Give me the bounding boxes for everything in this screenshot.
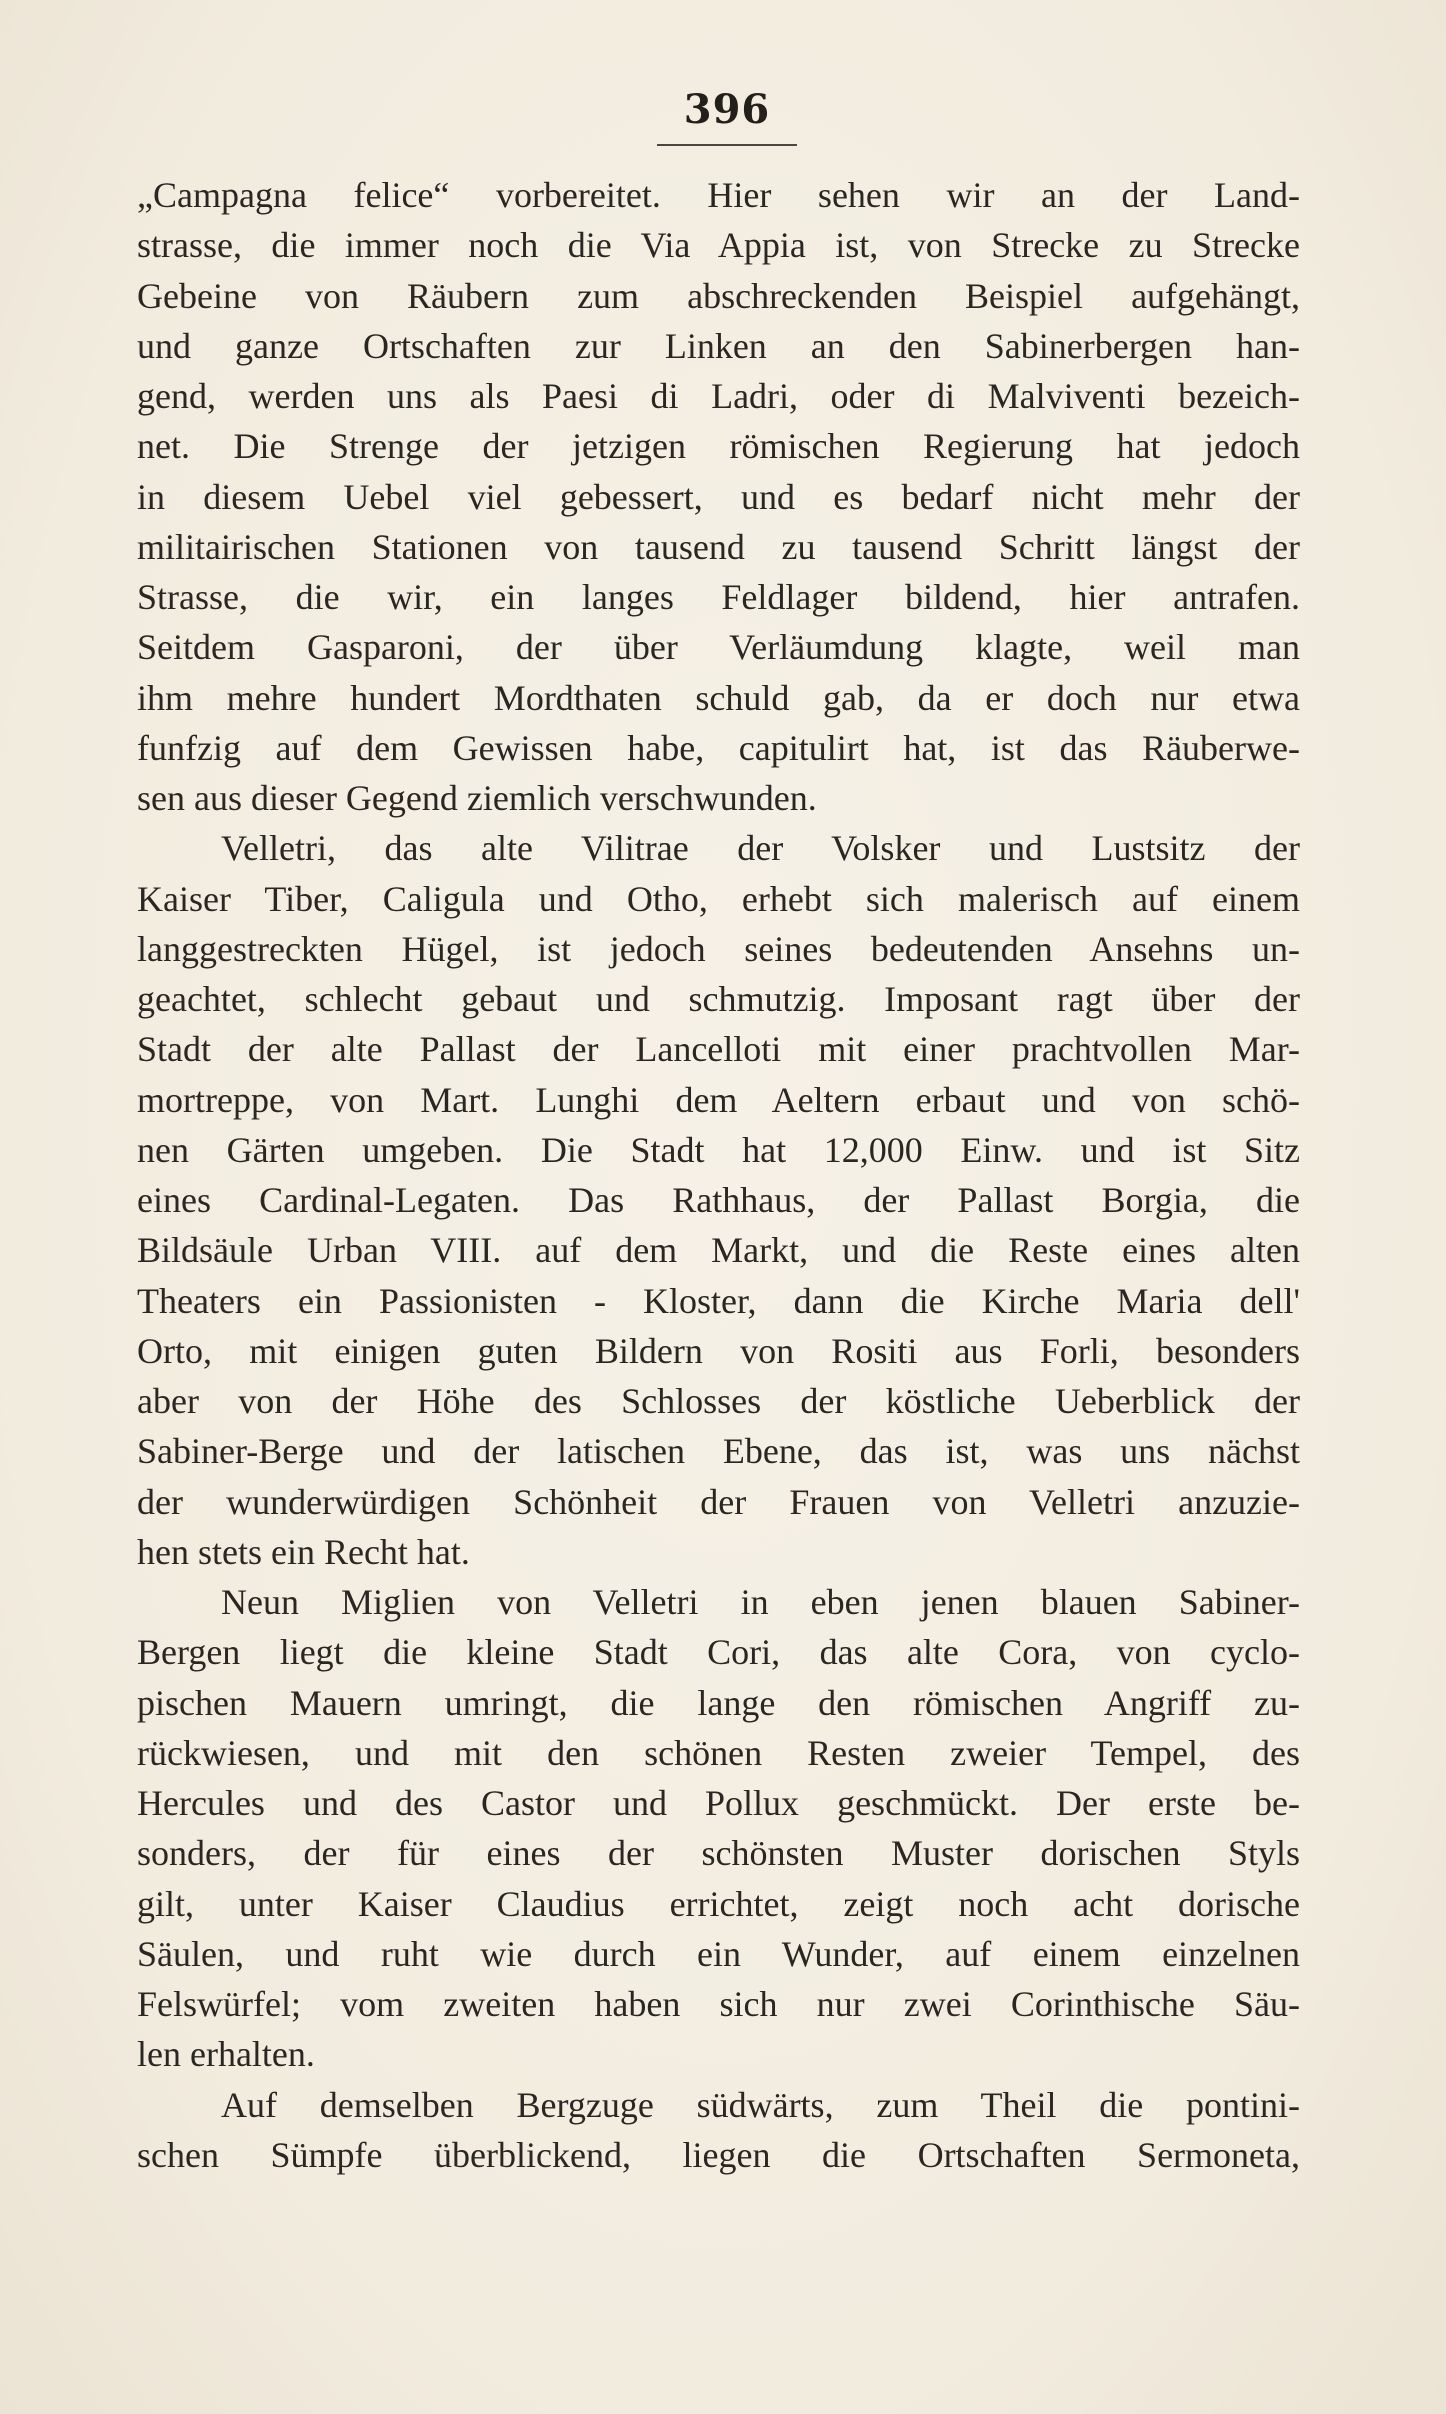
text-line: Hercules und des Castor und Pollux geschmückt. Der erste be- (137, 1783, 1300, 1823)
page-number: 396 (683, 86, 771, 133)
text-line: in diesem Uebel viel gebessert, und es bedarf nicht mehr der (137, 476, 1300, 517)
paragraph-3 (137, 1577, 1300, 2080)
text-line: Gebeine von Räubern zum abschreckenden Beispiel aufgehängt, (137, 275, 1300, 316)
text-line: und ganze Ortschaften zur Linken an den Sabinerbergen han- (137, 325, 1300, 366)
text-line: Orto, mit einigen guten Bildern von Rositi aus Forli, besonders (137, 1330, 1300, 1371)
text-line: schen Sümpfe überblickend, liegen die Ortschaften Sermoneta, (137, 2134, 1300, 2175)
text-line: Seitdem Gasparoni, der über Verläumdung klagte, weil man (137, 627, 1300, 668)
header-rule (657, 144, 797, 146)
text-line: Kaiser Tiber, Caligula und Otho, erhebt sich malerisch auf einem (137, 878, 1300, 919)
text-line: funfzig auf dem Gewissen habe, capitulirt hat, ist das Räuberwe- (137, 727, 1300, 768)
text-line: eines Cardinal-Legaten. Das Rathhaus, der Pallast Borgia, die (137, 1180, 1300, 1220)
text-line: net. Die Strenge der jetzigen römischen Regierung hat jedoch (137, 426, 1300, 467)
text-line: Bergen liegt die kleine Stadt Cori, das alte Cora, von cyclo- (137, 1632, 1300, 1673)
text-line: hen stets ein Recht hat. (137, 1531, 470, 1572)
text-line: Theaters ein Passionisten - Kloster, dann die Kirche Maria dell' (137, 1280, 1300, 1321)
text-line: der wunderwürdigen Schönheit der Frauen von Velletri anzuzie- (137, 1481, 1300, 1522)
text-line: gend, werden uns als Paesi di Ladri, oder di Malviventi bezeich- (137, 376, 1300, 416)
text-line: geachtet, schlecht gebaut und schmutzig. Imposant ragt über der (137, 979, 1300, 1019)
page-body (137, 170, 1300, 2180)
text-line: Neun Miglien von Velletri in eben jenen blauen Sabiner- (221, 1582, 1300, 1622)
text-line: sen aus dieser Gegend ziemlich verschwunden. (137, 778, 817, 818)
text-line: Auf demselben Bergzuge südwärts, zum Theil die pontini- (221, 2084, 1300, 2125)
text-line: sonders, der für eines der schönsten Muster dorischen Styls (137, 1833, 1300, 1874)
text-line: mortreppe, von Mart. Lunghi dem Aeltern erbaut und von schö- (137, 1079, 1300, 1120)
text-line: Bildsäule Urban VIII. auf dem Markt, und die Reste eines alten (137, 1230, 1300, 1271)
paragraph-4 (137, 2080, 1300, 2181)
text-line: militairischen Stationen von tausend zu tausend Schritt längst der (137, 526, 1300, 567)
text-line: pischen Mauern umringt, die lange den römischen Angriff zu- (137, 1682, 1300, 1723)
text-line: aber von der Höhe des Schlosses der köstliche Ueberblick der (137, 1381, 1300, 1421)
text-line: Felswürfel; vom zweiten haben sich nur zwei Corinthische Säu- (137, 1984, 1300, 2024)
paragraph-2 (137, 823, 1300, 1577)
text-line: Sabiner-Berge und der latischen Ebene, das ist, was uns nächst (137, 1431, 1300, 1472)
text-line: strasse, die immer noch die Via Appia ist, von Strecke zu Strecke (137, 225, 1300, 266)
text-line: nen Gärten umgeben. Die Stadt hat 12,000 Einw. und ist Sitz (137, 1129, 1300, 1170)
text-line: rückwiesen, und mit den schönen Resten zweier Tempel, des (137, 1732, 1300, 1773)
text-line: len erhalten. (137, 2034, 315, 2075)
text-line: langgestreckten Hügel, ist jedoch seines bedeutenden Ansehns un- (137, 928, 1300, 969)
text-line: Säulen, und ruht wie durch ein Wunder, auf einem einzelnen (137, 1933, 1300, 1974)
paragraph-1 (137, 170, 1300, 823)
text-line: Stadt der alte Pallast der Lancelloti mit einer prachtvollen Mar- (137, 1029, 1300, 1070)
text-line: Strasse, die wir, ein langes Feldlager bildend, hier antrafen. (137, 577, 1300, 617)
text-line: gilt, unter Kaiser Claudius errichtet, zeigt noch acht dorische (137, 1883, 1300, 1924)
text-line: ihm mehre hundert Mordthaten schuld gab, da er doch nur etwa (137, 677, 1300, 718)
text-line: Velletri, das alte Vilitrae der Volsker und Lustsitz der (221, 828, 1300, 869)
text-line: „Campagna felice“ vorbereitet. Hier sehen wir an der Land- (137, 175, 1300, 215)
